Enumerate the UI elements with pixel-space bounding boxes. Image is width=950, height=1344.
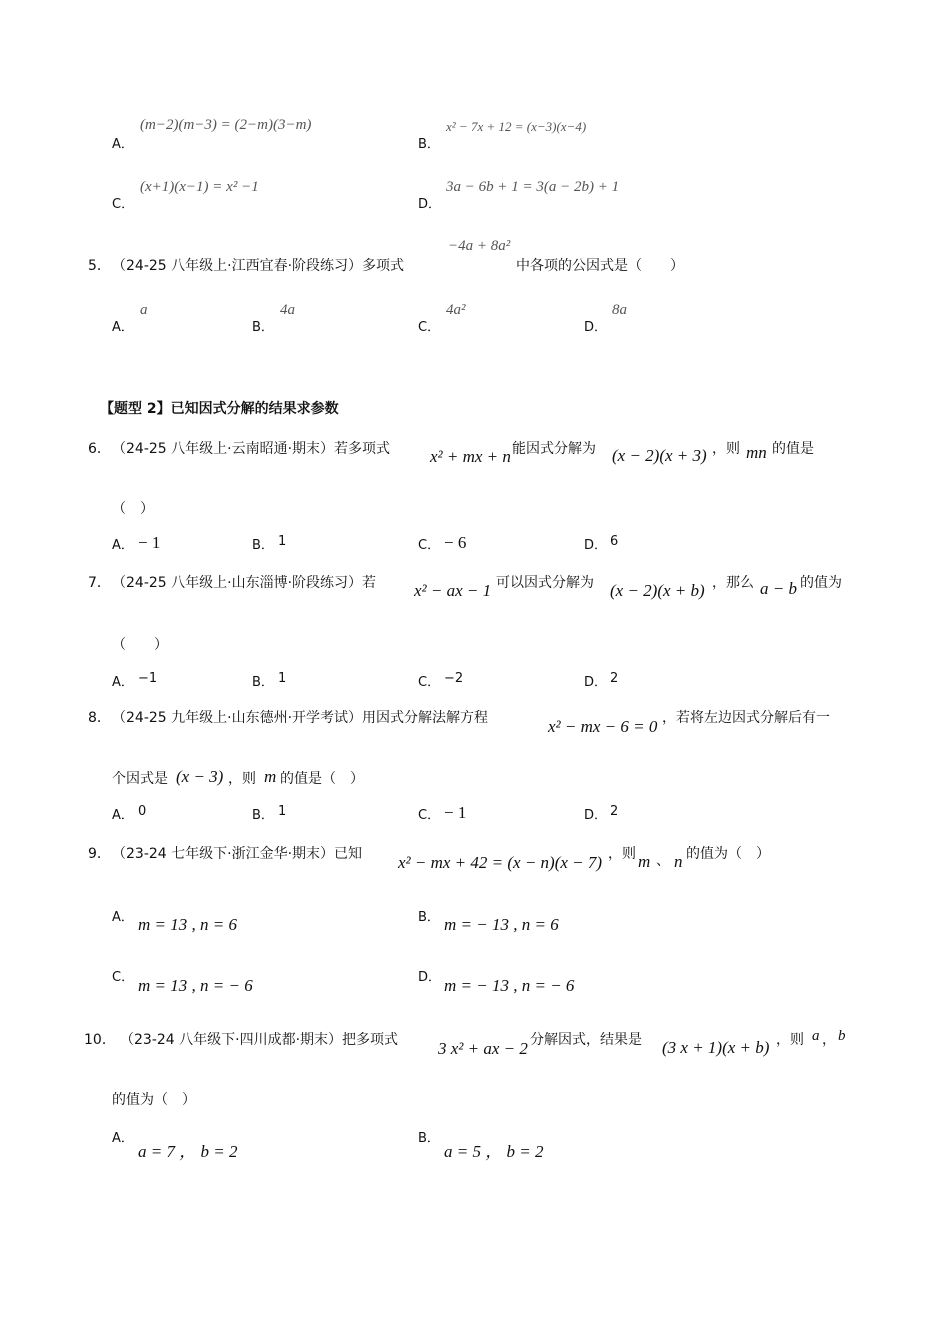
q7-answer-paren: （ ） (112, 637, 168, 653)
q8-option-c-value: − 1 (444, 803, 467, 822)
q9-stem: （23-24 七年级下·浙江金华·期末）已知 (112, 846, 363, 862)
q7-number: 7． (88, 575, 111, 591)
q6-option-a-label: A． (112, 538, 134, 553)
q4-option-c-equation: (x+1)(x−1) = x² −1 (140, 179, 259, 195)
q6-answer-paren: （ ） (112, 501, 154, 517)
q6-number: 6． (88, 441, 111, 457)
q6-stem-then: ，则 (712, 441, 740, 457)
q9-number: 9． (88, 846, 111, 862)
q10-var-a: a (812, 1028, 820, 1044)
q8-equation: x² − mx − 6 = 0 (548, 717, 658, 736)
q9-option-b-label: B． (418, 910, 440, 925)
q5-option-a-label: A． (112, 320, 134, 335)
q5-option-d-value: 8a (612, 302, 627, 318)
q8-option-b-label: B． (252, 808, 274, 823)
q4-option-d-equation: 3a − 6b + 1 = 3(a − 2b) + 1 (446, 179, 620, 195)
q6-option-d-label: D． (584, 538, 608, 553)
q7-option-a-label: A． (112, 675, 134, 690)
q8-var-m: m (264, 767, 277, 786)
q8-factor: (x − 3) (176, 767, 224, 786)
q10-stem-mid: 分解因式，结果是 (530, 1032, 642, 1048)
q10-polynomial: 3 x² + ax − 2 (438, 1039, 528, 1058)
q6-option-b-label: B． (252, 538, 274, 553)
q6-factored: (x − 2)(x + 3) (612, 446, 707, 465)
q9-option-d-label: D． (418, 970, 442, 985)
q8-option-b-value: 1 (278, 804, 287, 819)
q6-option-c-label: C． (418, 538, 441, 553)
q5-option-a-value: a (140, 302, 148, 318)
q10-number: 10． (84, 1032, 116, 1048)
q7-option-d-value: 2 (610, 671, 619, 686)
q9-option-d-value: m = − 13 , n = − 6 (444, 976, 575, 995)
q8-stem-end: ，若将左边因式分解后有一 (662, 710, 830, 726)
q10-option-b-label: B． (418, 1131, 440, 1146)
q5-option-c-value: 4a² (446, 302, 466, 318)
q9-option-a-value: m = 13 , n = 6 (138, 915, 237, 934)
q8-number: 8． (88, 710, 111, 726)
q7-option-b-value: 1 (278, 671, 287, 686)
q4-option-b-equation: x² − 7x + 12 = (x−3)(x−4) (446, 119, 587, 134)
q10-stem-then: ，则 (776, 1032, 804, 1048)
q10-stem: （23-24 八年级下·四川成都·期末）把多项式 (120, 1032, 399, 1048)
q4-option-d-label: D． (418, 197, 442, 212)
q7-option-c-value: −2 (444, 671, 464, 686)
q5-option-d-label: D． (584, 320, 608, 335)
q7-stem-mid: 可以因式分解为 (496, 575, 594, 591)
q5-number: 5． (88, 258, 111, 274)
q7-a-minus-b: a − b (760, 579, 797, 598)
q10-option-a-label: A． (112, 1131, 134, 1146)
q10-option-a-value: a = 7 ， b = 2 (138, 1142, 238, 1161)
q9-var-m: m (638, 852, 651, 871)
q7-option-a-value: −1 (138, 671, 158, 686)
q4-option-a-label: A． (112, 137, 134, 152)
q8-line2-end: 的值是（ ） (280, 771, 364, 787)
q5-option-c-label: C． (418, 320, 441, 335)
q9-stem-then: ，则 (608, 846, 636, 862)
q6-stem: （24-25 八年级上·云南昭通·期末）若多项式 (112, 441, 391, 457)
q8-stem: （24-25 九年级上·山东德州·开学考试）用因式分解法解方程 (112, 710, 489, 726)
q7-stem-end: 的值为 (800, 575, 842, 591)
q8-option-a-value: 0 (138, 804, 147, 819)
q8-line2: 个因式是 (112, 771, 168, 787)
section-heading: 【题型 2】已知因式分解的结果求参数 (100, 401, 339, 417)
q6-mn: mn (746, 443, 767, 462)
q5-stem: （24-25 八年级上·江西宜春·阶段练习）多项式 (112, 258, 405, 274)
q8-option-a-label: A． (112, 808, 134, 823)
q6-stem-end: 的值是 (772, 441, 814, 457)
q9-option-b-value: m = − 13 , n = 6 (444, 915, 559, 934)
q4-option-c-label: C． (112, 197, 135, 212)
q5-stem-end: 中各项的公因式是（ ） (516, 258, 684, 274)
q9-separator: 、 (656, 853, 670, 869)
q7-option-d-label: D． (584, 675, 608, 690)
q9-option-a-label: A． (112, 910, 134, 925)
q6-stem-mid: 能因式分解为 (512, 441, 596, 457)
q7-option-c-label: C． (418, 675, 441, 690)
q4-option-a-equation: (m−2)(m−3) = (2−m)(3−m) (140, 117, 312, 133)
q8-line2-then: ，则 (228, 771, 256, 787)
q8-option-d-value: 2 (610, 804, 619, 819)
q9-equation: x² − mx + 42 = (x − n)(x − 7) (398, 853, 603, 872)
q9-stem-end: 的值为（ ） (686, 846, 770, 862)
q9-var-n: n (674, 852, 683, 871)
q5-expression: −4a + 8a² (448, 238, 511, 254)
q7-stem: （24-25 八年级上·山东淄博·阶段练习）若 (112, 575, 377, 591)
q6-option-c-value: − 6 (444, 533, 467, 552)
q8-option-d-label: D． (584, 808, 608, 823)
q7-factored: (x − 2)(x + b) (610, 581, 705, 600)
q6-polynomial: x² + mx + n (430, 447, 511, 466)
q7-option-b-label: B． (252, 675, 274, 690)
q10-factored: (3 x + 1)(x + b) (662, 1038, 770, 1057)
q6-option-b-value: 1 (278, 534, 287, 549)
q10-line2: 的值为（ ） (112, 1092, 196, 1108)
q8-option-c-label: C． (418, 808, 441, 823)
q10-var-b: b (838, 1028, 846, 1044)
q10-option-b-value: a = 5 ， b = 2 (444, 1142, 544, 1161)
q4-option-b-label: B． (418, 137, 440, 152)
q9-option-c-label: C． (112, 970, 135, 985)
q5-option-b-value: 4a (280, 302, 295, 318)
q7-stem-then: ，那么 (712, 575, 754, 591)
q6-option-a-value: − 1 (138, 533, 161, 552)
q9-option-c-value: m = 13 , n = − 6 (138, 976, 253, 995)
q5-option-b-label: B． (252, 320, 274, 335)
q6-option-d-value: 6 (610, 534, 619, 549)
q10-comma: ， (822, 1032, 836, 1048)
q7-polynomial: x² − ax − 1 (414, 581, 492, 600)
